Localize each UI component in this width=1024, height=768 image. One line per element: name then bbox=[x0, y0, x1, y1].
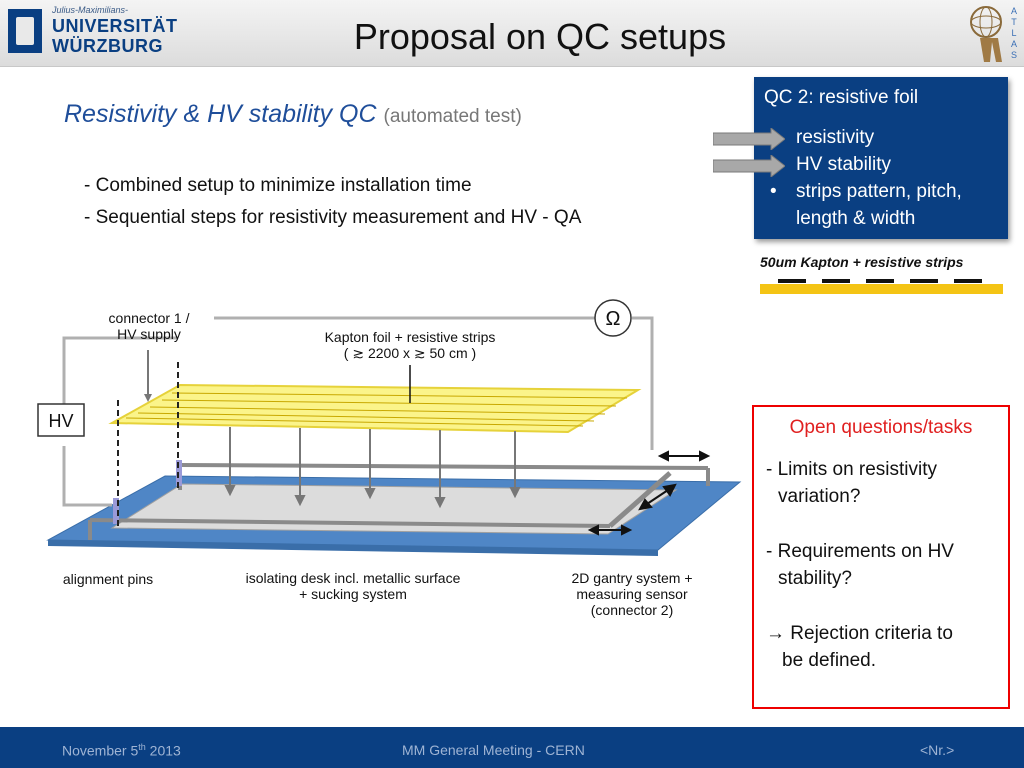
footer-bar bbox=[0, 727, 1024, 768]
hv-label: HV bbox=[48, 411, 74, 431]
resistive-strip bbox=[910, 279, 938, 283]
open-questions-box bbox=[752, 405, 1010, 709]
qc-title: QC 2: resistive foil bbox=[764, 87, 919, 108]
arrow-right-icon bbox=[713, 155, 785, 177]
footer-page-number: <Nr.> bbox=[920, 742, 955, 758]
footer-date-main: November 5 bbox=[62, 742, 139, 759]
question-line: stability? bbox=[778, 568, 852, 589]
double-arrow-icon bbox=[660, 452, 708, 460]
desk-label bbox=[220, 570, 486, 602]
kapton-foil-label-line: ( ≳ 2200 x ≳ 50 cm ) bbox=[343, 345, 477, 361]
resistive-strip bbox=[954, 279, 982, 283]
footer-date-sup: th bbox=[138, 742, 146, 752]
atlas-logo bbox=[964, 2, 1020, 64]
section-heading bbox=[64, 100, 522, 129]
footer-meeting: MM General Meeting - CERN bbox=[402, 742, 585, 758]
kapton-foil-strip bbox=[760, 284, 1003, 294]
resistive-strip bbox=[822, 279, 850, 283]
atlas-letter: L bbox=[1011, 28, 1017, 38]
desk-label-line: isolating desk incl. metallic surface bbox=[245, 570, 461, 586]
university-emblem bbox=[8, 9, 42, 53]
hv-wire bbox=[64, 446, 112, 505]
bullet-line: - Sequential steps for resistivity measurement and HV - QA bbox=[84, 207, 582, 228]
desk-label-line: + sucking system bbox=[299, 586, 407, 602]
qc-item-strips: strips pattern, pitch, bbox=[796, 181, 962, 202]
university-logo bbox=[8, 5, 208, 61]
resistive-strip bbox=[778, 279, 806, 283]
kapton-foil-label bbox=[300, 329, 520, 362]
qc-item-hv-stability: HV stability bbox=[796, 154, 892, 175]
kapton-caption: 50um Kapton + resistive strips bbox=[760, 254, 964, 270]
section-heading-note: (automated test) bbox=[383, 106, 522, 127]
logo-subtitle: Julius-Maximilians- bbox=[52, 5, 129, 15]
logo-line-wurzburg: WÜRZBURG bbox=[52, 36, 163, 56]
connector-label-line: HV supply bbox=[117, 326, 181, 342]
atlas-letter: A bbox=[1010, 39, 1018, 49]
footer-date bbox=[62, 742, 181, 759]
qc-item-length: length & width bbox=[796, 208, 916, 229]
header-bar bbox=[0, 0, 1024, 67]
question-line: → Rejection criteria to bbox=[766, 623, 953, 644]
connector-label-line: connector 1 / bbox=[108, 310, 190, 326]
arrow-right-icon bbox=[713, 128, 785, 150]
footer-date-year: 2013 bbox=[145, 742, 181, 759]
gantry-label bbox=[548, 570, 716, 618]
bullet-line: - Combined setup to minimize installation time bbox=[84, 175, 472, 196]
qc-info-box bbox=[754, 77, 1008, 239]
bullet-icon: • bbox=[770, 181, 777, 202]
open-questions-title: Open questions/tasks bbox=[789, 417, 973, 438]
alignment-pins-label: alignment pins bbox=[62, 571, 154, 587]
kapton-foil-label-line: Kapton foil + resistive strips bbox=[324, 329, 496, 345]
atlas-letter: S bbox=[1010, 50, 1018, 60]
gantry-label-line: 2D gantry system + bbox=[571, 570, 693, 586]
kapton-foil bbox=[112, 385, 638, 432]
question-line: be defined. bbox=[782, 650, 877, 671]
logo-line-universitat: UNIVERSITÄT bbox=[52, 16, 178, 36]
gantry-rail bbox=[180, 465, 708, 468]
gantry-label-line: measuring sensor bbox=[576, 586, 688, 602]
ohm-symbol: Ω bbox=[605, 308, 621, 330]
question-line: - Requirements on HV bbox=[766, 541, 954, 562]
connector-label bbox=[86, 310, 212, 342]
atlas-letter: A bbox=[1010, 6, 1018, 16]
atlas-letter: T bbox=[1011, 17, 1017, 27]
question-line: - Limits on resistivity bbox=[766, 459, 938, 480]
question-line: variation? bbox=[778, 486, 861, 507]
resistive-strip bbox=[866, 279, 894, 283]
slide-title: Proposal on QC setups bbox=[353, 16, 727, 57]
section-heading-text: Resistivity & HV stability QC bbox=[64, 100, 377, 128]
ohm-wire bbox=[632, 318, 652, 450]
gantry-label-line: (connector 2) bbox=[590, 602, 674, 618]
qc-item-resistivity: resistivity bbox=[796, 127, 875, 148]
